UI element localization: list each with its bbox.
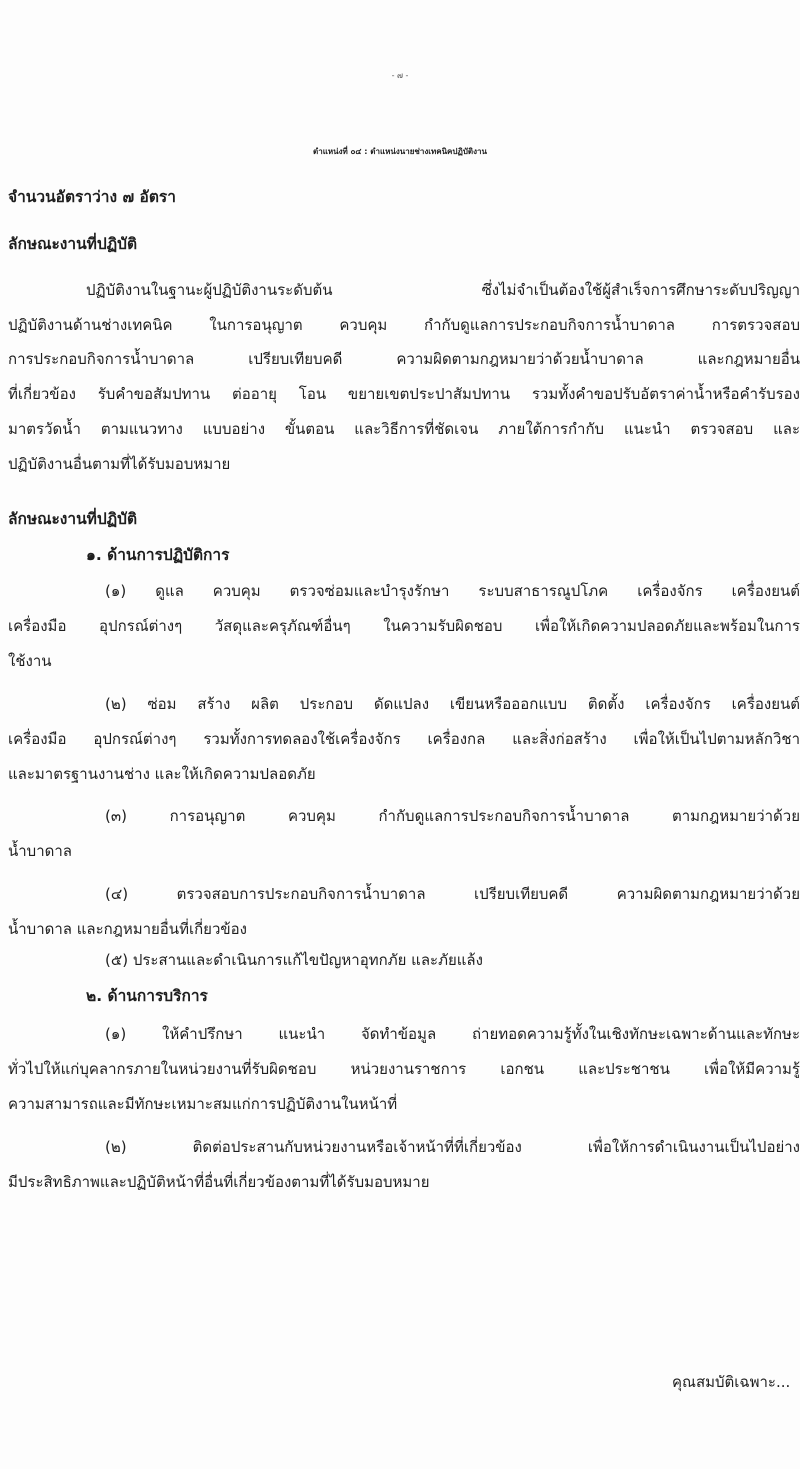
subsection-heading-operations: ๑. ด้านการปฏิบัติการ	[86, 546, 230, 564]
summary-line: ปฏิบัติงานด้านช่างเทคนิค ในการอนุญาต ควบคุม กำกับดูแลการประกอบกิจการน้ำบาดาล การตรวจสอบ	[8, 316, 800, 334]
services-item-line: ความสามารถและมีทักษะเหมาะสมแก่การปฏิบัติงานในหน้าที่	[8, 1095, 398, 1113]
operations-item-line: (๔) ตรวจสอบการประกอบกิจการน้ำบาดาล เปรียบเทียบคดี ความผิดตามกฎหมายว่าด้วย	[105, 885, 800, 903]
subsection-heading-services: ๒. ด้านการบริการ	[86, 987, 208, 1005]
summary-line: ปฏิบัติงานอื่นตามที่ได้รับมอบหมาย	[8, 455, 231, 473]
continuation-marker: คุณสมบัติเฉพาะ...	[672, 1373, 791, 1391]
section-heading-duties-detail: ลักษณะงานที่ปฏิบัติ	[8, 510, 138, 528]
operations-item-line: (๕) ประสานและดำเนินการแก้ไขปัญหาอุทกภัย และภัยแล้ง	[105, 951, 483, 969]
operations-item-line: เครื่องมือ อุปกรณ์ต่างๆ วัสดุและครุภัณฑ์อื่นๆ ในความรับผิดชอบ เพื่อให้เกิดความปลอดภัยและพร้อมในการ	[8, 617, 800, 635]
operations-item-line: และมาตรฐานงานช่าง และให้เกิดความปลอดภัย	[8, 765, 316, 783]
summary-line: ที่เกี่ยวข้อง รับคำขอสัมปทาน ต่ออายุ โอน ขยายเขตประปาสัมปทาน รวมทั้งคำขอปรับอัตราค่าน้ำหรือคำรับรอง	[8, 385, 800, 403]
operations-item-line: (๒) ซ่อม สร้าง ผลิต ประกอบ ดัดแปลง เขียนหรือออกแบบ ติดตั้ง เครื่องจักร เครื่องยนต์	[105, 695, 800, 713]
vacancies-line: จำนวนอัตราว่าง ๗ อัตรา	[8, 188, 176, 206]
operations-item-line: เครื่องมือ อุปกรณ์ต่างๆ รวมทั้งการทดลองใช้เครื่องจักร เครื่องกล และสิ่งก่อสร้าง เพื่อให้เป็นไปตามหลักวิชา	[8, 730, 800, 748]
services-item-line: (๒) ติดต่อประสานกับหน่วยงานหรือเจ้าหน้าที่ที่เกี่ยวข้อง เพื่อให้การดำเนินงานเป็นไปอย่าง	[105, 1138, 800, 1156]
summary-line: มาตรวัดน้ำ ตามแนวทาง แบบอย่าง ขั้นตอน และวิธีการที่ชัดเจน ภายใต้การกำกับ แนะนำ ตรวจสอบ และ	[8, 420, 800, 438]
section-heading-duties: ลักษณะงานที่ปฏิบัติ	[8, 235, 138, 253]
services-item-line: มีประสิทธิภาพและปฏิบัติหน้าที่อื่นที่เกี่ยวข้องตามที่ได้รับมอบหมาย	[8, 1173, 430, 1191]
services-item-line: ทั่วไปให้แก่บุคลากรภายในหน่วยงานที่รับผิดชอบ หน่วยงานราชการ เอกชน และประชาชน เพื่อให้มีความรู้	[8, 1060, 800, 1078]
summary-line: การประกอบกิจการน้ำบาดาล เปรียบเทียบคดี ความผิดตามกฎหมายว่าด้วยน้ำบาดาล และกฎหมายอื่น	[8, 350, 800, 368]
position-title: ตำแหน่งที่ ๐๔ : ตำแหน่งนายช่างเทคนิคปฏิบัติงาน	[313, 147, 487, 156]
operations-item-line: ใช้งาน	[8, 652, 52, 670]
summary-line: ปฏิบัติงานในฐานะผู้ปฏิบัติงานระดับต้น ซึ่งไม่จำเป็นต้องใช้ผู้สำเร็จการศึกษาระดับปริญญา	[86, 281, 800, 299]
operations-item-line: (๓) การอนุญาต ควบคุม กำกับดูแลการประกอบกิจการน้ำบาดาล ตามกฎหมายว่าด้วย	[105, 807, 800, 825]
operations-item-line: น้ำบาดาล	[8, 842, 72, 860]
operations-item-line: (๑) ดูแล ควบคุม ตรวจซ่อมและบำรุงรักษา ระบบสาธารณูปโภค เครื่องจักร เครื่องยนต์	[105, 582, 800, 600]
services-item-line: (๑) ให้คำปรึกษา แนะนำ จัดทำข้อมูล ถ่ายทอดความรู้ทั้งในเชิงทักษะเฉพาะด้านและทักษะ	[105, 1025, 800, 1043]
operations-item-line: น้ำบาดาล และกฎหมายอื่นที่เกี่ยวข้อง	[8, 920, 247, 938]
page-number: - ๗ -	[391, 71, 409, 80]
